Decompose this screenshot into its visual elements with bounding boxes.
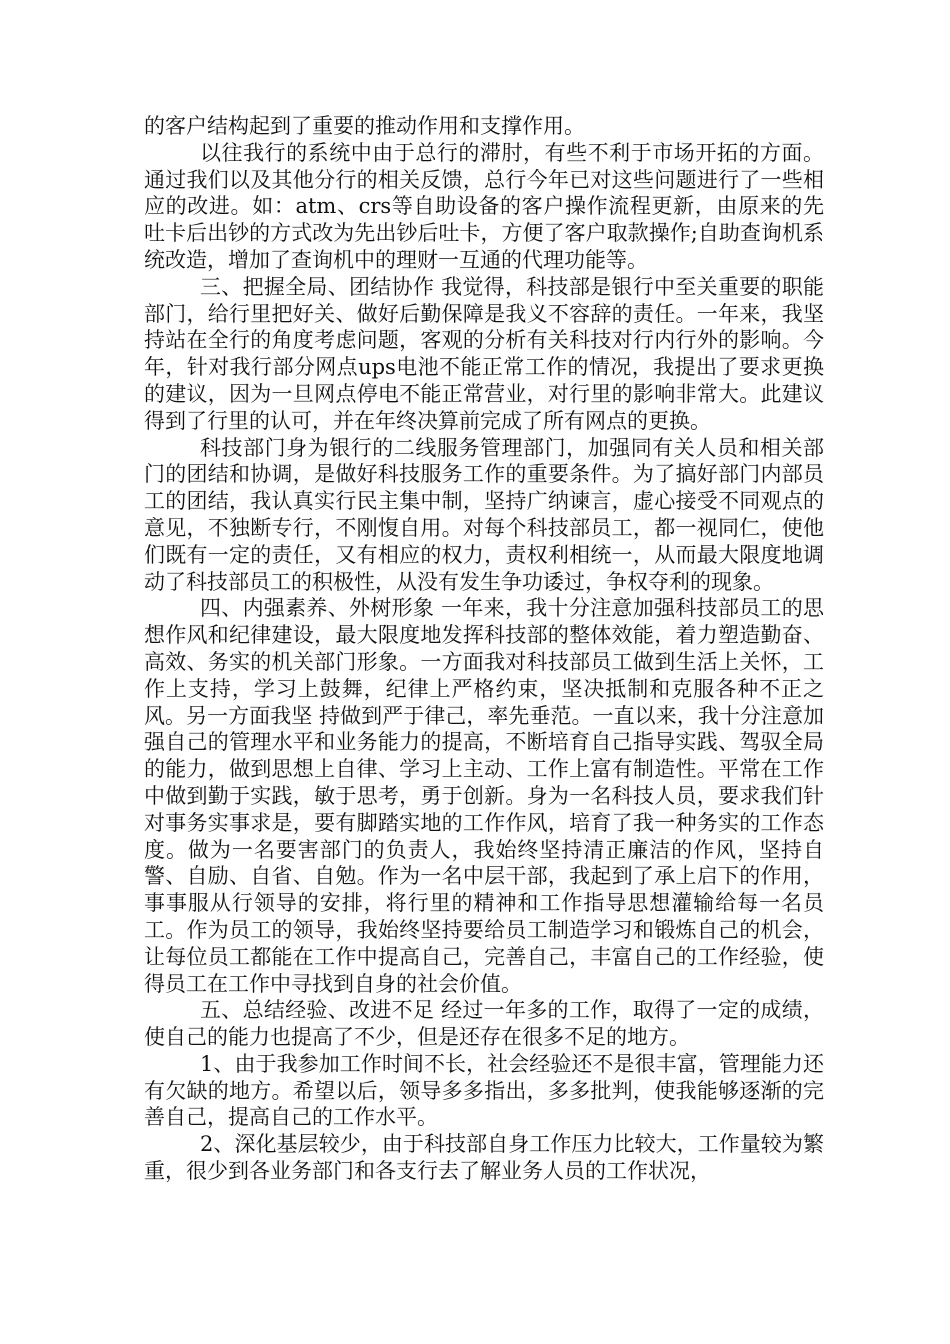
paragraph-item-two: 2、深化基层较少，由于科技部自身工作压力比较大，工作量较为繁重，很少到各业务部门和各支行去了解业务人员的工作状况，: [144, 1132, 824, 1184]
document-body: [144, 113, 824, 1185]
paragraph-item-one: 1、由于我参加工作时间不长，社会经验还不是很丰富，管理能力还有欠缺的地方。希望以后，领导多多指出，多多批判，使我能够逐渐的完善自己，提高自己的工作水平。: [144, 1051, 824, 1130]
paragraph-system-improvements: 以往我行的系统中由于总行的滞肘，有些不利于市场开拓的方面。通过我们以及其他分行的相关反馈，总行今年已对这些问题进行了一些相应的改进。如：atm、crs等自助设备的客户操作流程更新，由原来的先吐卡后出钞的方式改为先出钞后吐卡，方便了客户取款操作;自助查询机系统改造，增加了查询机中的理财一互通的代理功能等。: [144, 140, 824, 272]
paragraph-continuation: 的客户结构起到了重要的推动作用和支撑作用。: [144, 114, 585, 138]
paragraph-section-three: 三、把握全局、团结协作 我觉得，科技部是银行中至关重要的职能部门，给行里把好关、做好后勤保障是我义不容辞的责任。一年来，我坚持站在全行的角度考虑问题，客观的分析有关科技对行内行外的影响。今年，针对我行部分网点ups电池不能正常工作的情况，我提出了要求更换的建议，因为一旦网点停电不能正常营业，对行里的影响非常大。此建议得到了行里的认可，并在年终决算前完成了所有网点的更换。: [144, 274, 824, 433]
paragraph-section-four: 四、内强素养、外树形象 一年来，我十分注意加强科技部员工的思想作风和纪律建设，最大限度地发挥科技部的整体效能，着力塑造勤奋、高效、务实的机关部门形象。一方面我对科技部员工做到生活上关怀，工作上支持，学习上鼓舞，纪律上严格约束，坚决抵制和克服各种不正之风。另一方面我坚 持做到严于律己，率先垂范。一直以来，我十分注意加强自己的管理水平和业务能力的提高，不断培育自己指导实践、驾驭全局的能力，做到思想上自律、学习上主动、工作上富有制造性。平常在工作中做到勤于实践，敏于思考，勇于创新。身为一名科技人员，要求我们针对事务实事求是，要有脚踏实地的工作作风，培育了我一种务实的工作态度。做为一名要害部门的负责人，我始终坚持清正廉洁的作风，坚持自警、自励、自省、自勉。作为一名中层干部，我起到了承上启下的作用，事事服从行领导的安排，将行里的精神和工作指导思想灌输给每一名员工。作为员工的领导，我始终坚持要给员工制造学习和锻炼自己的机会，让每位员工都能在工作中提高自己，完善自己，丰富自己的工作经验，使得员工在工作中寻找到自身的社会价值。: [144, 596, 824, 996]
paragraph-section-five: 五、总结经验、改进不足 经过一年多的工作，取得了一定的成绩，使自己的能力也提高了不少，但是还存在很多不足的地方。: [144, 998, 824, 1050]
paragraph-teamwork: 科技部门身为银行的二线服务管理部门，加强同有关人员和相关部门的团结和协调，是做好科技服务工作的重要条件。为了搞好部门内部员工的团结，我认真实行民主集中制，坚持广纳谏言，虚心接受不同观点的意见，不独断专行，不刚愎自用。对每个科技部员工，都一视同仁，使他们既有一定的责任，又有相应的权力，责权利相统一，从而最大限度地调动了科技部员工的积极性，从没有发生争功诿过，争权夺利的现象。: [144, 435, 824, 594]
